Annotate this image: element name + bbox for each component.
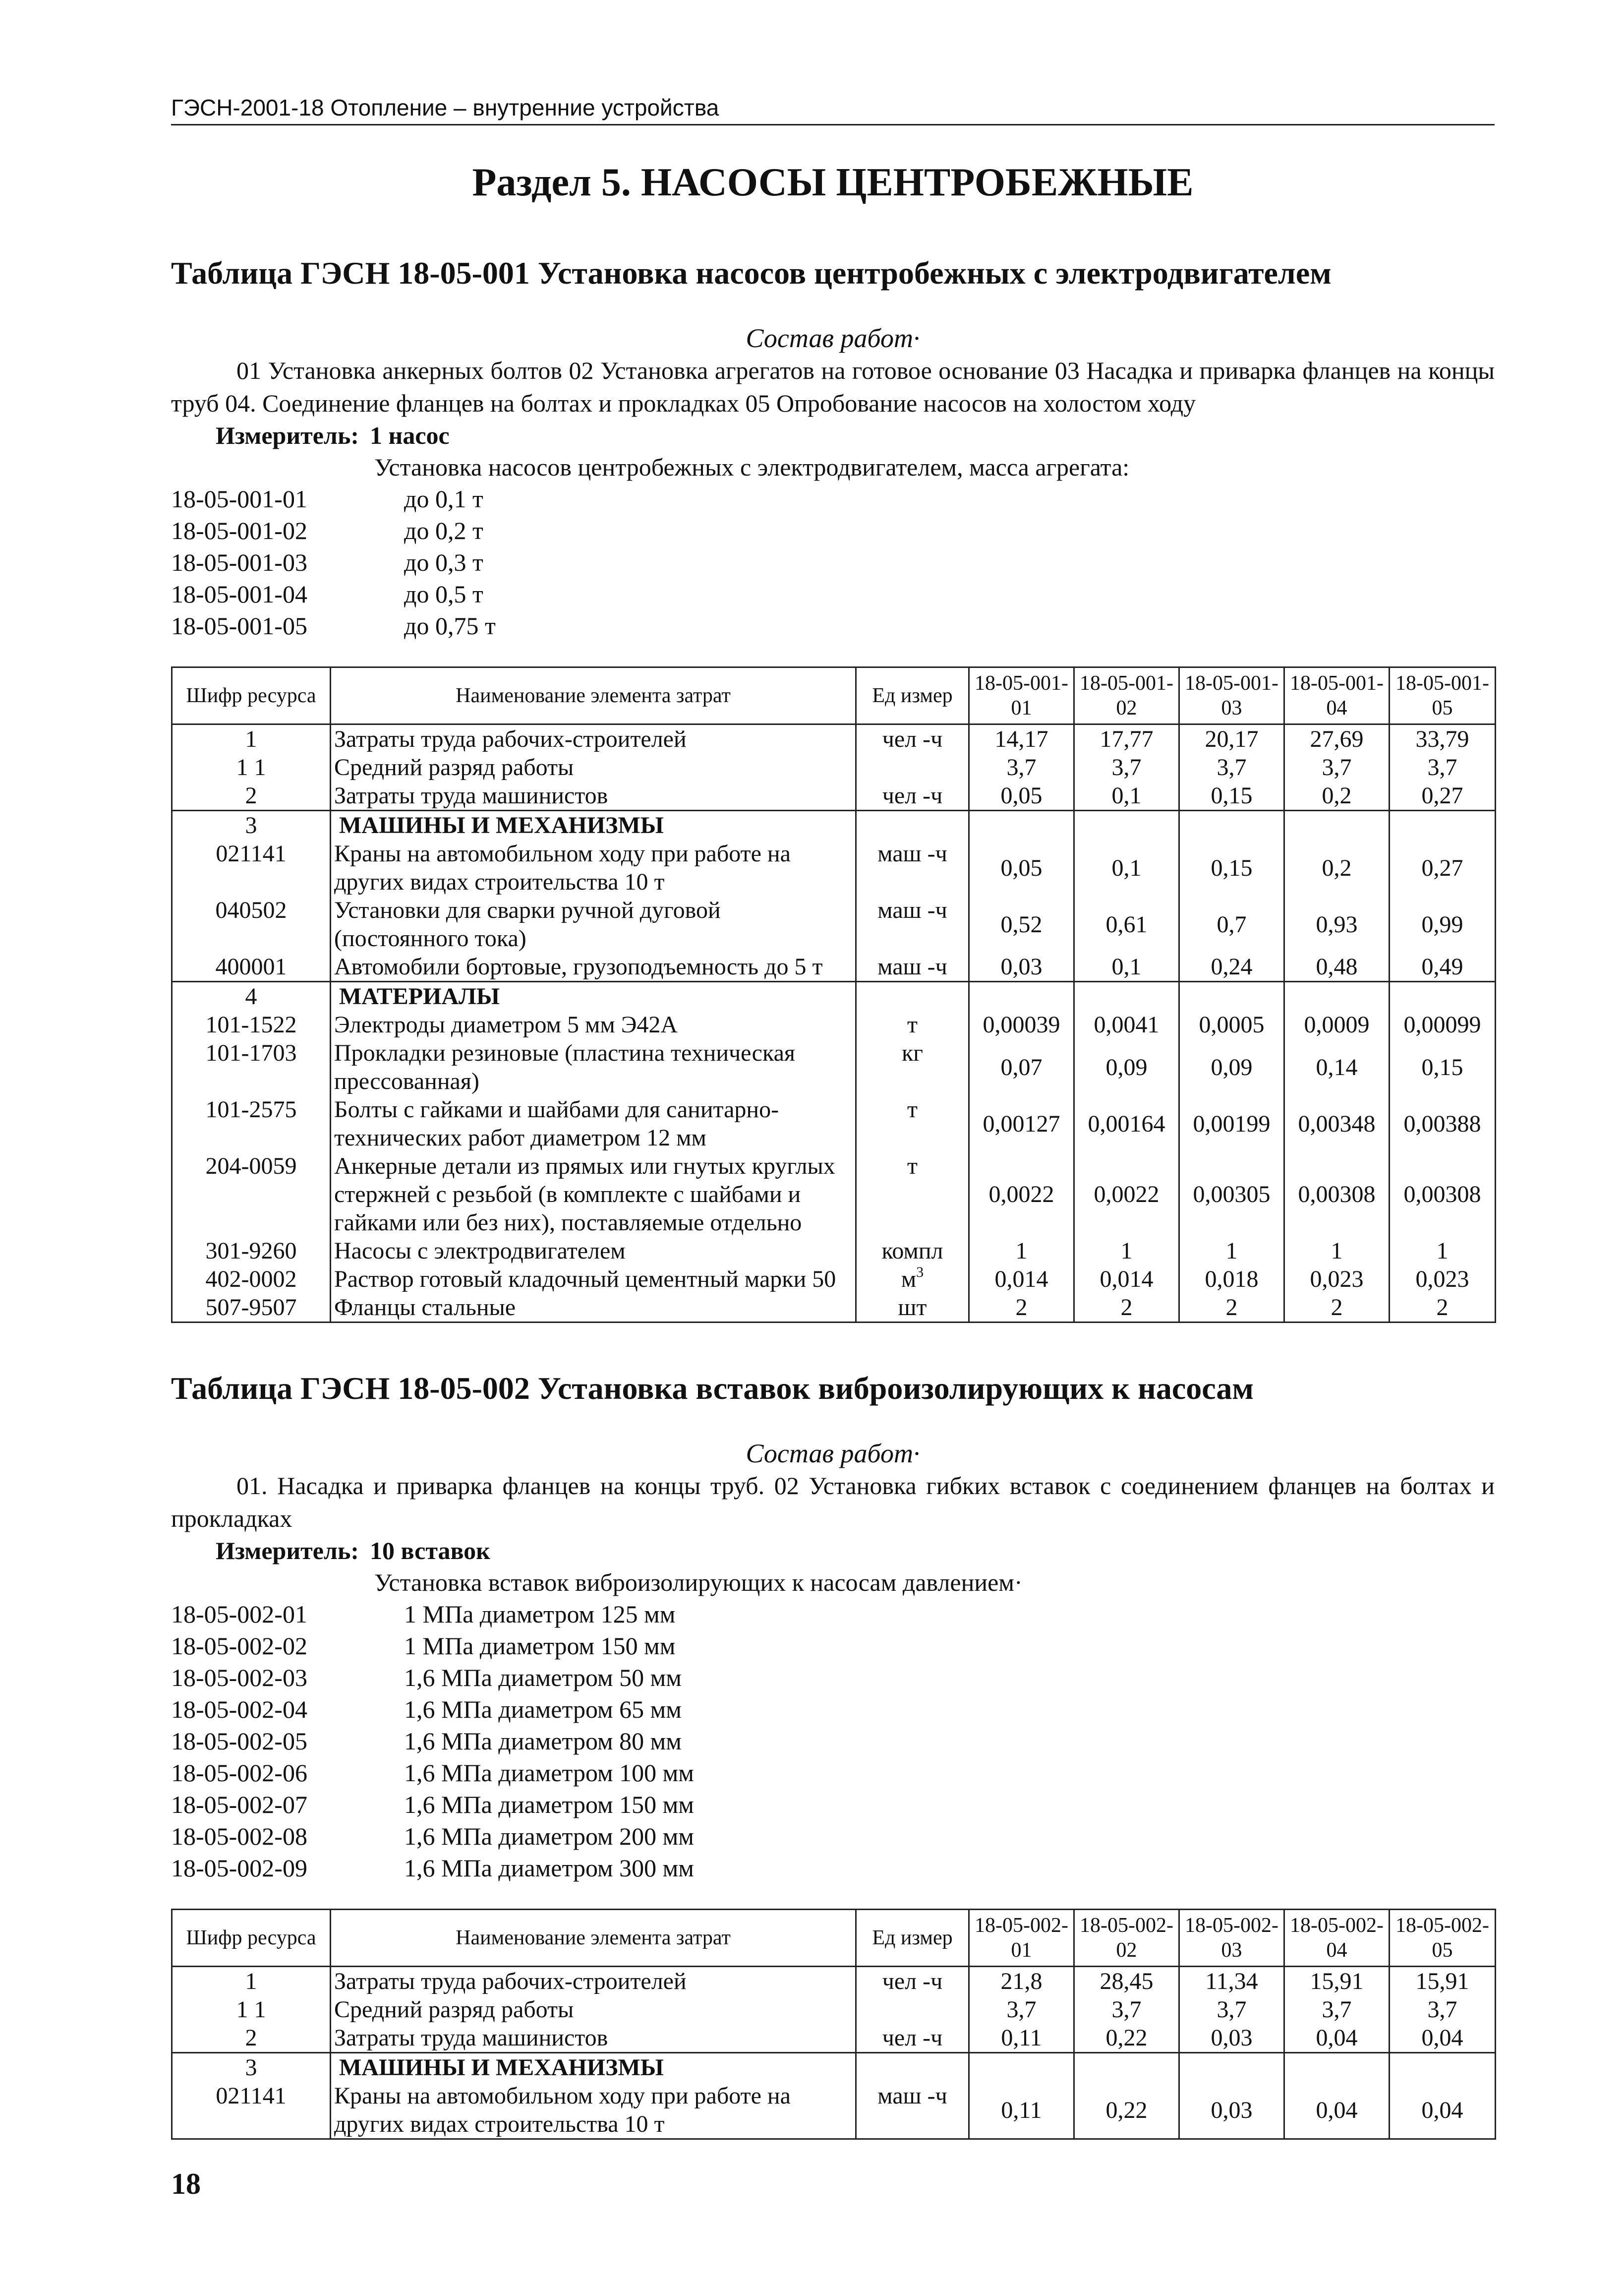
resource-code: 1 1 — [172, 753, 331, 782]
item-desc: до 0,2 т — [404, 517, 483, 544]
unit-cell: маш -ч — [856, 2082, 969, 2139]
value-cell — [1284, 811, 1390, 840]
resource-code: 3 — [172, 2053, 331, 2082]
value-cell: 0,00308 — [1390, 1152, 1496, 1237]
measure-label: Измеритель: — [216, 1537, 359, 1564]
resource-table — [171, 666, 1496, 1323]
resource-code: 021141 — [172, 2082, 331, 2139]
resource-code: 402-0002 — [172, 1265, 331, 1293]
category-cell — [331, 811, 856, 840]
item-code-row — [171, 1662, 1495, 1693]
value-cell: 0,00127 — [969, 1095, 1074, 1152]
table-row — [172, 753, 1496, 782]
value-cell: 1 — [1390, 1237, 1496, 1265]
value-cell: 0,03 — [1179, 2024, 1284, 2053]
items-intro: Установка вставок виброизолирующих к насосам давлением· — [374, 1568, 1023, 1596]
value-cell: 3,7 — [1390, 753, 1496, 782]
items-intro: Установка насосов центробежных с электродвигателем, масса агрегата: — [374, 453, 1130, 481]
table-row — [172, 1237, 1496, 1265]
running-header: ГЭСН-2001-18 Отопление – внутренние устройства — [171, 94, 1495, 125]
value-cell: 0,00348 — [1284, 1095, 1390, 1152]
value-cell: 15,91 — [1284, 1967, 1390, 1996]
resource-code: 3 — [172, 811, 331, 840]
unit-cell — [856, 982, 969, 1011]
value-cell: 0,1 — [1074, 782, 1179, 811]
value-cell: 0,05 — [969, 782, 1074, 811]
item-code-row — [171, 1725, 1495, 1757]
value-cell: 3,7 — [1179, 753, 1284, 782]
value-cell: 0,49 — [1390, 953, 1496, 982]
item-code-row — [171, 1598, 1495, 1630]
resource-name: Краны на автомобильном ходу при работе на других видах строительства 10 т — [331, 2082, 856, 2139]
value-cell: 20,17 — [1179, 724, 1284, 754]
unit-cell: кг — [856, 1039, 969, 1095]
resource-name: Раствор готовый кладочный цементный марки 50 — [331, 1265, 856, 1293]
value-cell: 0,0041 — [1074, 1011, 1179, 1039]
item-code: 18-05-002-05 — [171, 1727, 307, 1755]
item-desc: до 0,1 т — [404, 485, 483, 513]
resource-name: Затраты труда рабочих-строителей — [331, 1967, 856, 1996]
resource-code: 1 — [172, 724, 331, 754]
table-title: Таблица ГЭСН 18-05-001 Установка насосов центробежных с электродвигателем — [171, 255, 1332, 291]
resource-code: 101-1703 — [172, 1039, 331, 1095]
work-composition-heading: Состав работ· — [746, 323, 920, 353]
resource-code: 040502 — [172, 896, 331, 953]
page-number: 18 — [171, 2167, 201, 2200]
unit-cell: т — [856, 1095, 969, 1152]
resource-name: Затраты труда рабочих-строителей — [331, 724, 856, 754]
category-name: МАШИНЫ И МЕХАНИЗМЫ — [339, 2054, 664, 2081]
value-cell: 2 — [1179, 1293, 1284, 1323]
table-row — [172, 1095, 1496, 1152]
value-cell — [969, 2053, 1074, 2082]
unit-superscript: 3 — [916, 1264, 924, 1280]
value-cell: 27,69 — [1284, 724, 1390, 754]
value-cell: 0,018 — [1179, 1265, 1284, 1293]
item-desc: до 0,3 т — [404, 548, 483, 576]
table-row — [172, 2024, 1496, 2053]
resource-name: Насосы с электродвигателем — [331, 1237, 856, 1265]
item-code: 18-05-002-07 — [171, 1791, 307, 1818]
resource-code: 021141 — [172, 840, 331, 896]
value-cell: 0,04 — [1284, 2082, 1390, 2139]
table-row — [172, 1039, 1496, 1095]
unit-cell: чел -ч — [856, 782, 969, 811]
value-cell: 0,00199 — [1179, 1095, 1284, 1152]
value-cell: 3,7 — [1390, 1995, 1496, 2024]
value-cell: 0,023 — [1390, 1265, 1496, 1293]
value-cell: 3,7 — [1284, 1995, 1390, 2024]
col-header-norm: 18-05-002-04 — [1284, 1910, 1390, 1967]
resource-code: 507-9507 — [172, 1293, 331, 1323]
table-row — [172, 2082, 1496, 2139]
value-cell — [1074, 982, 1179, 1011]
item-code: 18-05-001-04 — [171, 580, 307, 608]
unit-cell: т — [856, 1152, 969, 1237]
item-code: 18-05-002-02 — [171, 1632, 307, 1660]
value-cell: 0,0022 — [969, 1152, 1074, 1237]
item-code: 18-05-002-04 — [171, 1695, 307, 1723]
item-code: 18-05-001-01 — [171, 485, 307, 513]
value-cell: 0,05 — [969, 840, 1074, 896]
value-cell — [1390, 2053, 1496, 2082]
item-code-row — [171, 1820, 1495, 1852]
table-row — [172, 1152, 1496, 1237]
item-code-row — [171, 610, 1495, 642]
item-desc: 1 МПа диаметром 150 мм — [404, 1632, 676, 1660]
measure-line — [216, 1535, 1495, 1566]
col-header-norm: 18-05-001-03 — [1179, 667, 1284, 724]
category-name: МАТЕРИАЛЫ — [339, 983, 500, 1010]
value-cell: 3,7 — [1179, 1995, 1284, 2024]
value-cell: 11,34 — [1179, 1967, 1284, 1996]
value-cell — [969, 811, 1074, 840]
resource-code: 204-0059 — [172, 1152, 331, 1237]
col-header-code: Шифр ресурса — [172, 1910, 331, 1967]
table-row — [172, 1293, 1496, 1323]
item-desc: 1,6 МПа диаметром 65 мм — [404, 1695, 682, 1723]
table-row — [172, 1011, 1496, 1039]
item-desc: 1,6 МПа диаметром 50 мм — [404, 1664, 682, 1691]
resource-name: Средний разряд работы — [331, 1995, 856, 2024]
resource-code: 2 — [172, 782, 331, 811]
item-desc: 1,6 МПа диаметром 200 мм — [404, 1822, 694, 1850]
value-cell: 0,22 — [1074, 2082, 1179, 2139]
value-cell: 2 — [969, 1293, 1074, 1323]
work-composition-text: 01 Установка анкерных болтов 02 Установка агрегатов на готовое основание 03 Насадка и приварка фланцев на концы труб 04. Соединение фланцев на болтах и прокладках 05 Опробование насосов на холостом ходу — [171, 357, 1495, 417]
resource-name: Установки для сварки ручной дуговой (постоянного тока) — [331, 896, 856, 953]
table-row — [172, 896, 1496, 953]
col-header-unit: Ед измер — [856, 1910, 969, 1967]
table-section-2 — [171, 1370, 1495, 2140]
unit-cell: маш -ч — [856, 953, 969, 982]
item-code: 18-05-002-09 — [171, 1854, 307, 1882]
unit-cell: шт — [856, 1293, 969, 1323]
value-cell — [1284, 2053, 1390, 2082]
value-cell: 0,27 — [1390, 782, 1496, 811]
value-cell: 15,91 — [1390, 1967, 1496, 1996]
resource-name: Затраты труда машинистов — [331, 782, 856, 811]
resource-table — [171, 1909, 1496, 2140]
measure-value: 1 насос — [370, 421, 450, 449]
item-desc: до 0,75 т — [404, 612, 496, 640]
value-cell: 0,09 — [1179, 1039, 1284, 1095]
item-codes-list — [171, 483, 1495, 642]
col-header-norm: 18-05-001-01 — [969, 667, 1074, 724]
value-cell: 14,17 — [969, 724, 1074, 754]
item-desc: 1,6 МПа диаметром 80 мм — [404, 1727, 682, 1755]
col-header-norm: 18-05-002-03 — [1179, 1910, 1284, 1967]
value-cell: 0,09 — [1074, 1039, 1179, 1095]
value-cell: 17,77 — [1074, 724, 1179, 754]
value-cell: 0,22 — [1074, 2024, 1179, 2053]
value-cell: 0,15 — [1179, 782, 1284, 811]
value-cell: 28,45 — [1074, 1967, 1179, 1996]
value-cell: 3,7 — [969, 1995, 1074, 2024]
unit-cell: чел -ч — [856, 724, 969, 754]
value-cell: 0,00388 — [1390, 1095, 1496, 1152]
measure-label: Измеритель: — [216, 421, 359, 449]
value-cell: 0,0005 — [1179, 1011, 1284, 1039]
unit-cell: чел -ч — [856, 1967, 969, 1996]
table-row — [172, 953, 1496, 982]
resource-name: Автомобили бортовые, грузоподъемность до 5 т — [331, 953, 856, 982]
resource-code: 301-9260 — [172, 1237, 331, 1265]
unit-cell: компл — [856, 1237, 969, 1265]
value-cell: 33,79 — [1390, 724, 1496, 754]
table-row — [172, 1995, 1496, 2024]
unit-cell: маш -ч — [856, 896, 969, 953]
value-cell: 0,2 — [1284, 840, 1390, 896]
unit-cell: т — [856, 1011, 969, 1039]
value-cell: 2 — [1284, 1293, 1390, 1323]
measure-value: 10 вставок — [370, 1537, 490, 1564]
item-code-row — [171, 578, 1495, 610]
resource-code: 101-1522 — [172, 1011, 331, 1039]
value-cell: 0,023 — [1284, 1265, 1390, 1293]
value-cell: 0,11 — [969, 2024, 1074, 2053]
value-cell — [1179, 811, 1284, 840]
value-cell: 0,11 — [969, 2082, 1074, 2139]
col-header-name: Наименование элемента затрат — [331, 1910, 856, 1967]
col-header-norm: 18-05-001-04 — [1284, 667, 1390, 724]
value-cell: 0,03 — [1179, 2082, 1284, 2139]
resource-name: Электроды диаметром 5 мм Э42А — [331, 1011, 856, 1039]
value-cell: 1 — [1179, 1237, 1284, 1265]
work-composition-heading: Состав работ· — [746, 1439, 920, 1468]
col-header-norm: 18-05-001-05 — [1390, 667, 1496, 724]
unit-cell — [856, 1995, 969, 2024]
value-cell: 0,00164 — [1074, 1095, 1179, 1152]
item-code: 18-05-002-06 — [171, 1759, 307, 1787]
resource-code: 400001 — [172, 953, 331, 982]
unit-cell: маш -ч — [856, 840, 969, 896]
value-cell: 1 — [1074, 1237, 1179, 1265]
unit-cell — [856, 811, 969, 840]
value-cell: 0,07 — [969, 1039, 1074, 1095]
item-code: 18-05-001-05 — [171, 612, 307, 640]
value-cell: 1 — [969, 1237, 1074, 1265]
table-row — [172, 2053, 1496, 2082]
item-desc: 1 МПа диаметром 125 мм — [404, 1600, 676, 1628]
col-header-name: Наименование элемента затрат — [331, 667, 856, 724]
value-cell — [969, 982, 1074, 1011]
value-cell: 0,2 — [1284, 782, 1390, 811]
item-code-row — [171, 1852, 1495, 1884]
table-row — [172, 1265, 1496, 1293]
resource-code: 1 1 — [172, 1995, 331, 2024]
table-row — [172, 840, 1496, 896]
table-row — [172, 811, 1496, 840]
category-cell — [331, 982, 856, 1011]
value-cell: 0,014 — [969, 1265, 1074, 1293]
value-cell: 0,7 — [1179, 896, 1284, 953]
value-cell: 0,0009 — [1284, 1011, 1390, 1039]
resource-name: Затраты труда машинистов — [331, 2024, 856, 2053]
value-cell: 0,48 — [1284, 953, 1390, 982]
resource-code: 2 — [172, 2024, 331, 2053]
value-cell: 0,14 — [1284, 1039, 1390, 1095]
col-header-code: Шифр ресурса — [172, 667, 331, 724]
col-header-norm: 18-05-002-02 — [1074, 1910, 1179, 1967]
category-cell — [331, 2053, 856, 2082]
work-composition-text: 01. Насадка и приварка фланцев на концы труб. 02 Установка гибких вставок с соединением фланцев на болтах и прокладках — [171, 1472, 1495, 1532]
table-row — [172, 1967, 1496, 1996]
value-cell: 0,00039 — [969, 1011, 1074, 1039]
item-code-row — [171, 1693, 1495, 1725]
value-cell: 0,014 — [1074, 1265, 1179, 1293]
table-title: Таблица ГЭСН 18-05-002 Установка вставок виброизолирующих к насосам — [171, 1371, 1254, 1406]
item-desc: 1,6 МПа диаметром 150 мм — [404, 1791, 694, 1818]
value-cell — [1390, 811, 1496, 840]
item-code: 18-05-002-01 — [171, 1600, 307, 1628]
value-cell: 0,15 — [1390, 1039, 1496, 1095]
item-code: 18-05-002-08 — [171, 1822, 307, 1850]
value-cell: 0,0022 — [1074, 1152, 1179, 1237]
item-desc: до 0,5 т — [404, 580, 483, 608]
document-page — [171, 94, 1495, 2140]
item-code-row — [171, 483, 1495, 515]
resource-name: Краны на автомобильном ходу при работе на других видах строительства 10 т — [331, 840, 856, 896]
resource-code: 101-2575 — [172, 1095, 331, 1152]
resource-name: Анкерные детали из прямых или гнутых круглых стержней с резьбой (в комплекте с шайбами и гайками или без них), поставляемые отдельно — [331, 1152, 856, 1237]
item-code-row — [171, 546, 1495, 578]
value-cell: 0,24 — [1179, 953, 1284, 982]
unit-cell: чел -ч — [856, 2024, 969, 2053]
value-cell: 3,7 — [1074, 753, 1179, 782]
resource-name: Фланцы стальные — [331, 1293, 856, 1323]
value-cell: 0,93 — [1284, 896, 1390, 953]
value-cell: 0,04 — [1390, 2024, 1496, 2053]
value-cell — [1074, 2053, 1179, 2082]
value-cell: 3,7 — [1284, 753, 1390, 782]
category-name: МАШИНЫ И МЕХАНИЗМЫ — [339, 812, 664, 839]
value-cell — [1179, 2053, 1284, 2082]
value-cell — [1284, 982, 1390, 1011]
resource-name: Болты с гайками и шайбами для санитарно-технических работ диаметром 12 мм — [331, 1095, 856, 1152]
item-desc: 1,6 МПа диаметром 100 мм — [404, 1759, 694, 1787]
item-code: 18-05-001-02 — [171, 517, 307, 544]
value-cell: 0,27 — [1390, 840, 1496, 896]
unit-cell: $м^3$ — [856, 1265, 969, 1293]
item-codes-list — [171, 1598, 1495, 1884]
value-cell: 0,15 — [1179, 840, 1284, 896]
item-desc: 1,6 МПа диаметром 300 мм — [404, 1854, 694, 1882]
item-code-row — [171, 515, 1495, 546]
item-code-row — [171, 1757, 1495, 1789]
value-cell: 2 — [1074, 1293, 1179, 1323]
unit-cell — [856, 2053, 969, 2082]
value-cell: 0,52 — [969, 896, 1074, 953]
table-row — [172, 782, 1496, 811]
value-cell: 2 — [1390, 1293, 1496, 1323]
item-code: 18-05-001-03 — [171, 548, 307, 576]
value-cell: 0,04 — [1390, 2082, 1496, 2139]
value-cell: 0,00305 — [1179, 1152, 1284, 1237]
value-cell: 0,99 — [1390, 896, 1496, 953]
table-section-1 — [171, 255, 1495, 1323]
measure-line — [216, 420, 1495, 451]
resource-name: Средний разряд работы — [331, 753, 856, 782]
col-header-norm: 18-05-002-05 — [1390, 1910, 1496, 1967]
unit-cell — [856, 753, 969, 782]
value-cell: 0,04 — [1284, 2024, 1390, 2053]
table-row — [172, 724, 1496, 754]
value-cell: 3,7 — [1074, 1995, 1179, 2024]
value-cell — [1390, 982, 1496, 1011]
col-header-unit: Ед измер — [856, 667, 969, 724]
item-code: 18-05-002-03 — [171, 1664, 307, 1691]
section-title: Раздел 5. НАСОСЫ ЦЕНТРОБЕЖНЫЕ — [472, 161, 1194, 204]
value-cell: 0,00099 — [1390, 1011, 1496, 1039]
value-cell: 0,1 — [1074, 953, 1179, 982]
value-cell: 0,03 — [969, 953, 1074, 982]
value-cell: 21,8 — [969, 1967, 1074, 1996]
resource-name: Прокладки резиновые (пластина техническая прессованная) — [331, 1039, 856, 1095]
value-cell — [1074, 811, 1179, 840]
item-code-row — [171, 1789, 1495, 1820]
value-cell: 3,7 — [969, 753, 1074, 782]
value-cell — [1179, 982, 1284, 1011]
col-header-norm: 18-05-002-01 — [969, 1910, 1074, 1967]
value-cell: 0,61 — [1074, 896, 1179, 953]
resource-code: 1 — [172, 1967, 331, 1996]
item-code-row — [171, 1630, 1495, 1662]
resource-code: 4 — [172, 982, 331, 1011]
table-row — [172, 982, 1496, 1011]
value-cell: 0,00308 — [1284, 1152, 1390, 1237]
col-header-norm: 18-05-001-02 — [1074, 667, 1179, 724]
value-cell: 0,1 — [1074, 840, 1179, 896]
value-cell: 1 — [1284, 1237, 1390, 1265]
